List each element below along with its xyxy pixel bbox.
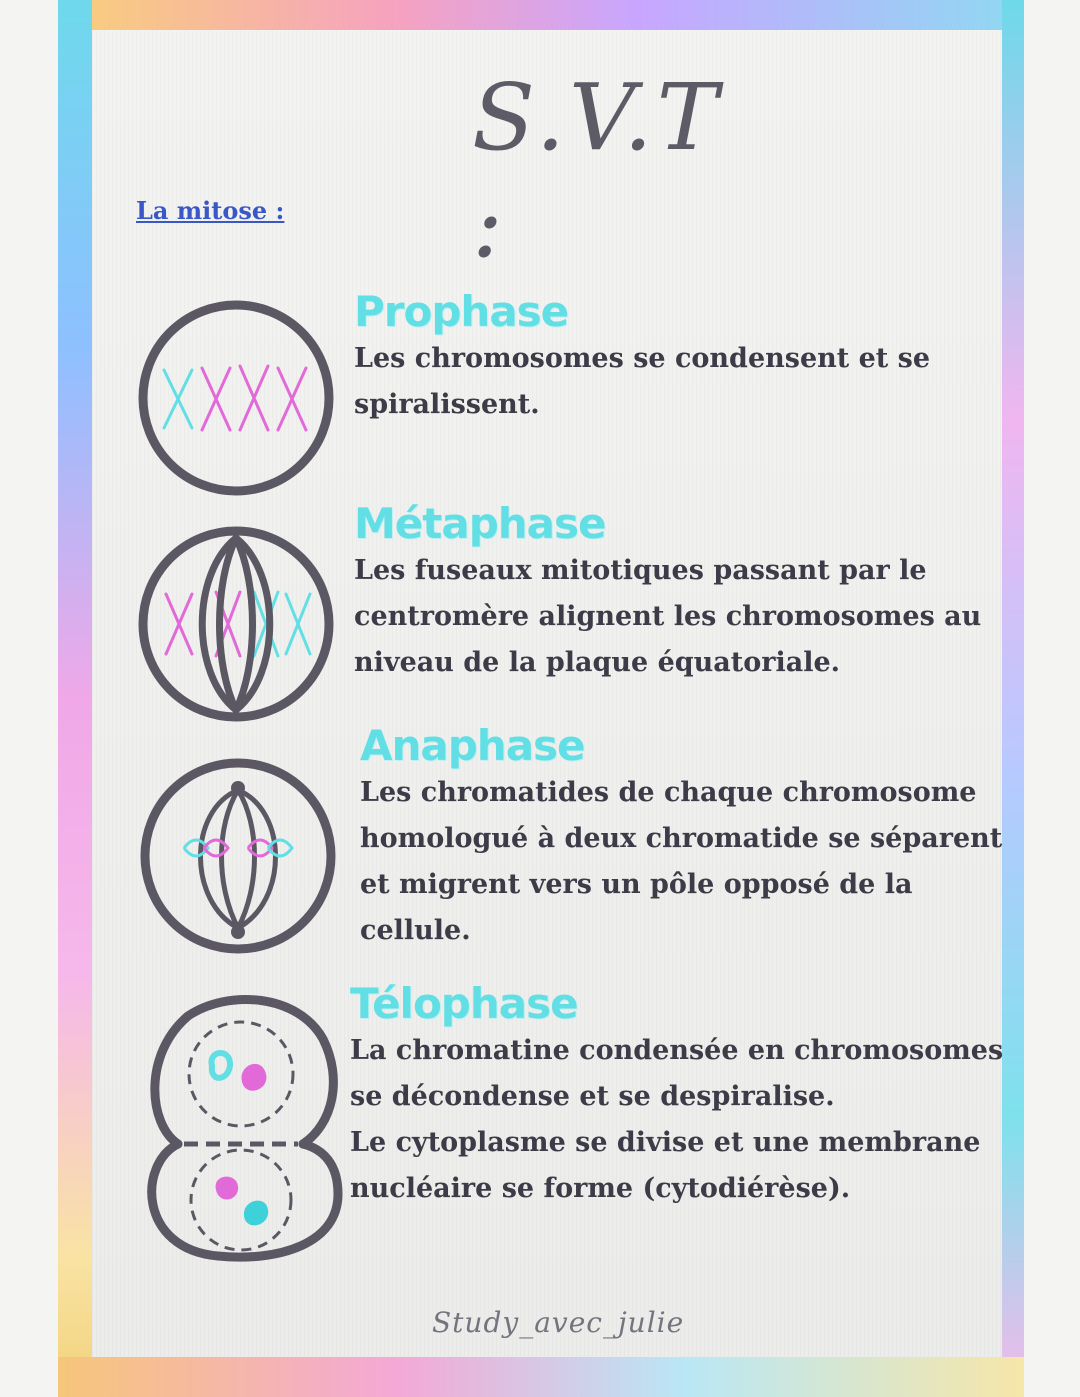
telophase-cell-illustration (138, 994, 348, 1264)
phase-title: Télophase (350, 979, 578, 1028)
phase-description: Les chromatides de chaque chromosome homologué à deux chromatide se séparent et migrent vers un pôle opposé de la cellule. (360, 777, 1003, 946)
anaphase-cell-illustration (138, 756, 338, 956)
rainbow-border-top (58, 0, 1024, 30)
phase-anaphase (360, 722, 1020, 954)
phase-prophase (354, 288, 1014, 428)
author-signature: Study_avec_julie (432, 1306, 685, 1339)
page-title: S.V.T : (472, 64, 722, 278)
phase-title: Métaphase (354, 499, 606, 548)
phase-title: Anaphase (360, 721, 585, 770)
phase-description: La chromatine condensée en chromosomes se décondense et se despiralise. Le cytoplasme se divise et une membrane nucléaire se forme (cytodiérèse). (350, 1035, 1004, 1204)
prophase-cell-illustration (136, 298, 336, 498)
section-label: La mitose : (136, 196, 285, 225)
rainbow-border-left (58, 0, 92, 1397)
phase-telophase (350, 980, 1010, 1212)
phase-metaphase (354, 500, 1014, 686)
note-sheet (92, 30, 1002, 1357)
page (58, 0, 1024, 1397)
rainbow-border-bottom (58, 1357, 1024, 1397)
phase-description: Les chromosomes se condensent et se spiralissent. (354, 343, 931, 420)
metaphase-cell-illustration (136, 524, 336, 724)
phase-description: Les fuseaux mitotiques passant par le centromère alignent les chromosomes au niveau de la plaque équatoriale. (354, 555, 982, 678)
phase-title: Prophase (354, 287, 569, 336)
